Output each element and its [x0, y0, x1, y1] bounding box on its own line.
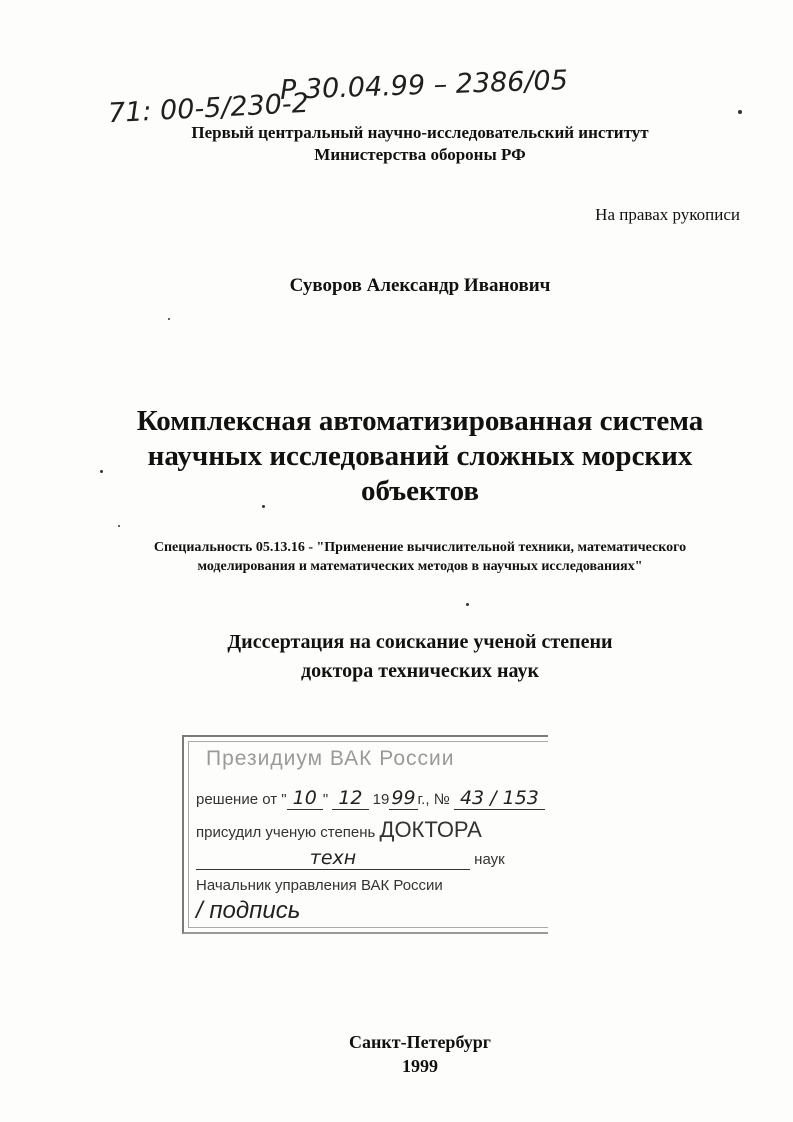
publication-city: Санкт-Петербург [349, 1032, 491, 1052]
stamp-number: 43 / 153 [454, 787, 545, 810]
stamp-field-suffix: наук [474, 851, 505, 868]
stamp-day: 10 [287, 787, 323, 810]
scan-speck [262, 505, 265, 508]
stamp-official: Начальник управления ВАК России [196, 877, 443, 894]
vak-approval-stamp [182, 735, 548, 934]
title-line-1: Комплексная автоматизированная система [136, 405, 704, 437]
author-name: Суворов Александр Иванович [289, 275, 551, 296]
specialty-block [80, 538, 760, 576]
publication-year: 1999 [402, 1056, 438, 1076]
publication-place-year [250, 1030, 590, 1078]
stamp-decision-line: решение от " 10 " 12 19 99 г., № 43 / 153 [196, 787, 545, 809]
stamp-field: техн [196, 847, 470, 870]
stamp-signature: / подпись [196, 897, 301, 924]
stamp-field-line [196, 847, 536, 870]
stamp-year-prefix: 19 [372, 791, 390, 808]
stamp-year-unit: г., № [417, 791, 450, 808]
specialty-line-1: Специальность 05.13.16 - "Применение вычислительной техники, математического [153, 540, 687, 555]
institute-name: Первый центральный научно-исследовательский институт [191, 123, 649, 142]
handwritten-catalog-code: 71: 00-5/230-2 [107, 87, 310, 130]
handwritten-registry-number: Р 30.04.99 – 2386/05 [279, 64, 569, 107]
scan-speck [118, 525, 120, 527]
scan-speck [466, 603, 469, 606]
title-line-2: научных исследований сложных морских [147, 440, 693, 472]
stamp-degree: ДОКТОРА [379, 817, 482, 842]
degree-line-1: Диссертация на соискание ученой степени [227, 631, 613, 653]
title-line-3: объектов [360, 475, 480, 507]
scan-speck [738, 110, 742, 114]
specialty-line-2: моделирования и математических методов в научных исследованиях" [197, 559, 643, 574]
degree-line-2: доктора технических наук [300, 660, 540, 682]
institute-header [100, 122, 740, 166]
scan-speck [100, 470, 103, 473]
stamp-decision-prefix: решение от [196, 791, 278, 808]
ministry-name: Министерства обороны РФ [314, 145, 526, 164]
dissertation-title [80, 404, 760, 509]
scan-speck [168, 318, 170, 320]
manuscript-rights-note: На правах рукописи [595, 205, 740, 224]
stamp-month: 12 [332, 787, 368, 810]
stamp-award-line [196, 817, 482, 843]
stamp-heading: Президиум ВАК России [206, 747, 455, 770]
degree-statement [120, 628, 720, 686]
stamp-award-prefix: присудил ученую степень [196, 824, 376, 841]
stamp-year-suffix: 99 [391, 787, 416, 809]
